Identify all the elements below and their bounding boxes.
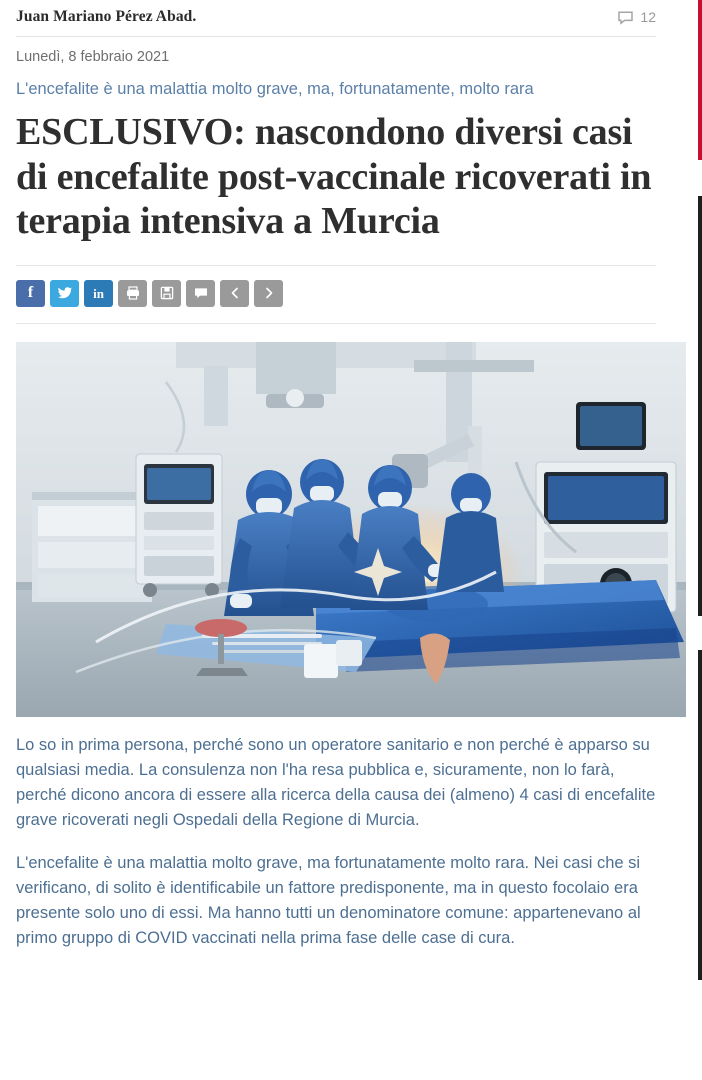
comment-icon xyxy=(617,9,634,26)
edge-accent-bars xyxy=(696,0,702,1080)
floppy-disk-icon xyxy=(159,285,175,301)
edge-accent-bar-dark-1 xyxy=(698,196,702,616)
comment-button[interactable] xyxy=(186,280,215,307)
article-body xyxy=(16,733,656,952)
twitter-icon xyxy=(57,285,73,301)
author-name[interactable]: Juan Mariano Pérez Abad. xyxy=(16,8,197,25)
article-paragraph: L'encefalite è una malattia molto grave, ma fortunatamente molto rara. Nei casi che si verificano, di solito è identificabile un fattore predisponente, ma in questo focolaio era presente solo uno di essi. Ma hanno tutti un denominatore comune: appartenevano al primo gruppo di COVID vaccinati nella prima fase delle case di cura. xyxy=(16,853,641,948)
article-kicker[interactable]: L'encefalite è una malattia molto grave, ma, fortunatamente, molto rara xyxy=(16,80,534,98)
article-paragraph: Lo so in prima persona, perché sono un operatore sanitario e non perché è apparso su qualsiasi media. La consulenza non l'ha resa pubblica e, sicuramente, non lo farà, perché dicono ancora di essere alla ricerca della causa dei (almeno) 4 casi di encefalite grave ricoverati negli Ospedali della Regione di Murcia. xyxy=(16,735,656,829)
facebook-share-button[interactable] xyxy=(16,280,45,307)
comment-icon xyxy=(193,285,209,301)
print-button[interactable] xyxy=(118,280,147,307)
chevron-right-icon xyxy=(262,286,276,300)
share-bar xyxy=(16,280,656,307)
previous-button[interactable] xyxy=(220,280,249,307)
printer-icon xyxy=(125,285,141,301)
facebook-icon: f xyxy=(27,284,34,302)
edge-accent-bar-red xyxy=(698,0,702,160)
share-bar-container xyxy=(16,265,656,324)
linkedin-icon: in xyxy=(93,285,104,301)
page-title: ESCLUSIVO: nascondono diversi casi di encefalite post-vaccinale ricoverati in terapia intensiva a Murcia xyxy=(16,111,652,242)
linkedin-share-button[interactable] xyxy=(84,280,113,307)
twitter-share-button[interactable] xyxy=(50,280,79,307)
edge-accent-bar-dark-2 xyxy=(698,650,702,980)
publish-date: Lunedì, 8 febbraio 2021 xyxy=(16,49,170,65)
hero-image xyxy=(16,342,686,717)
chevron-left-icon xyxy=(228,286,242,300)
next-button[interactable] xyxy=(254,280,283,307)
article-meta-row xyxy=(16,0,656,37)
save-button[interactable] xyxy=(152,280,181,307)
comment-count-label: 12 xyxy=(640,9,656,25)
comment-count[interactable] xyxy=(617,9,656,26)
